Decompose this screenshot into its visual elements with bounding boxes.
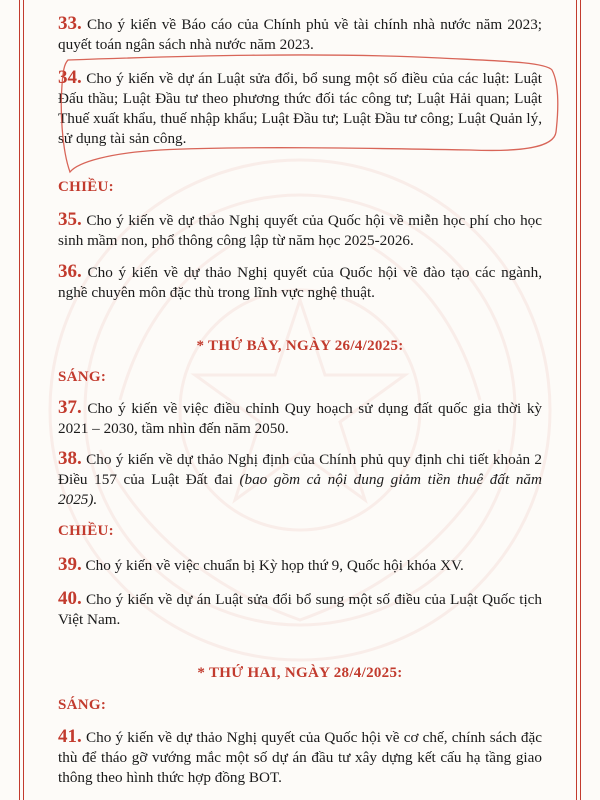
item-number: 38. [58, 448, 82, 469]
item-text: Cho ý kiến về dự thảo Nghị quyết của Quốc hội về đào tạo các ngành, nghề chuyên môn đặc thù trong lĩnh vực nghệ thuật. [58, 264, 542, 301]
item-text: Cho ý kiến về Báo cáo của Chính phủ về tài chính nhà nước năm 2023; quyết toán ngân sách nhà nước năm 2023. [58, 16, 543, 53]
item-text: Cho ý kiến về dự thảo Nghị quyết của Quốc hội về miễn học phí cho học sinh mầm non, phổ thông công lập từ năm học 2025-2026. [58, 212, 542, 249]
left-page-border [19, 0, 24, 800]
agenda-item-36 [58, 262, 542, 303]
day-heading-saturday: * THỨ BẢY, NGÀY 26/4/2025: [196, 338, 404, 354]
item-number: 34. [58, 67, 82, 88]
item-text: Cho ý kiến về dự thảo Nghị định của Chính phủ quy định chi tiết khoản 2 Điều 157 của Luật Đất đai [58, 451, 542, 488]
session-afternoon-label: CHIỀU: [58, 523, 114, 539]
session-morning-label: SÁNG: [58, 697, 107, 713]
agenda-item-33 [58, 14, 542, 55]
item-number: 41. [58, 726, 82, 747]
day-heading-monday: * THỨ HAI, NGÀY 28/4/2025: [197, 665, 403, 681]
agenda-item-40 [58, 589, 542, 630]
session-morning-label: SÁNG: [58, 369, 107, 385]
item-text: Cho ý kiến về dự thảo Nghị quyết của Quốc hội về cơ chế, chính sách đặc thù để tháo gỡ vướng mắc một số dự án đầu tư xây dựng kết cấu hạ tầng giao thông theo hình thức hợp đồng BOT. [58, 729, 542, 786]
agenda-item-37 [58, 398, 542, 439]
item-number: 33. [58, 13, 82, 34]
agenda-item-34 [58, 68, 542, 149]
right-page-border [576, 0, 581, 800]
agenda-item-41 [58, 727, 542, 788]
agenda-item-38 [58, 449, 542, 510]
item-text: Cho ý kiến về việc chuẩn bị Kỳ họp thứ 9, Quốc hội khóa XV. [85, 557, 464, 574]
item-number: 39. [58, 554, 82, 575]
item-number: 40. [58, 588, 82, 609]
session-afternoon-label: CHIỀU: [58, 179, 114, 195]
agenda-item-35 [58, 210, 542, 251]
item-text: Cho ý kiến về việc điều chỉnh Quy hoạch sử dụng đất quốc gia thời kỳ 2021 – 2030, tầm nhìn đến năm 2050. [58, 400, 543, 437]
agenda-item-39 [58, 555, 542, 576]
item-number: 36. [58, 261, 82, 282]
item-text: Cho ý kiến về dự án Luật sửa đổi, bổ sung một số điều của các luật: Luật Đấu thầu; Luật Đầu tư theo phương thức đối tác công tư; Luật Hải quan; Luật Thuế xuất khẩu, thuế nhập khẩu; Luật Đầu tư; Luật Đầu tư công; Luật Quản lý, sử dụng tài sản công. [58, 70, 542, 147]
item-number: 35. [58, 209, 82, 230]
item-number: 37. [58, 397, 82, 418]
item-text: Cho ý kiến về dự án Luật sửa đổi bổ sung một số điều của Luật Quốc tịch Việt Nam. [58, 591, 543, 628]
item-note: (bao gồm cả nội dung giảm tiền thuê đất năm 2025). [58, 471, 542, 508]
